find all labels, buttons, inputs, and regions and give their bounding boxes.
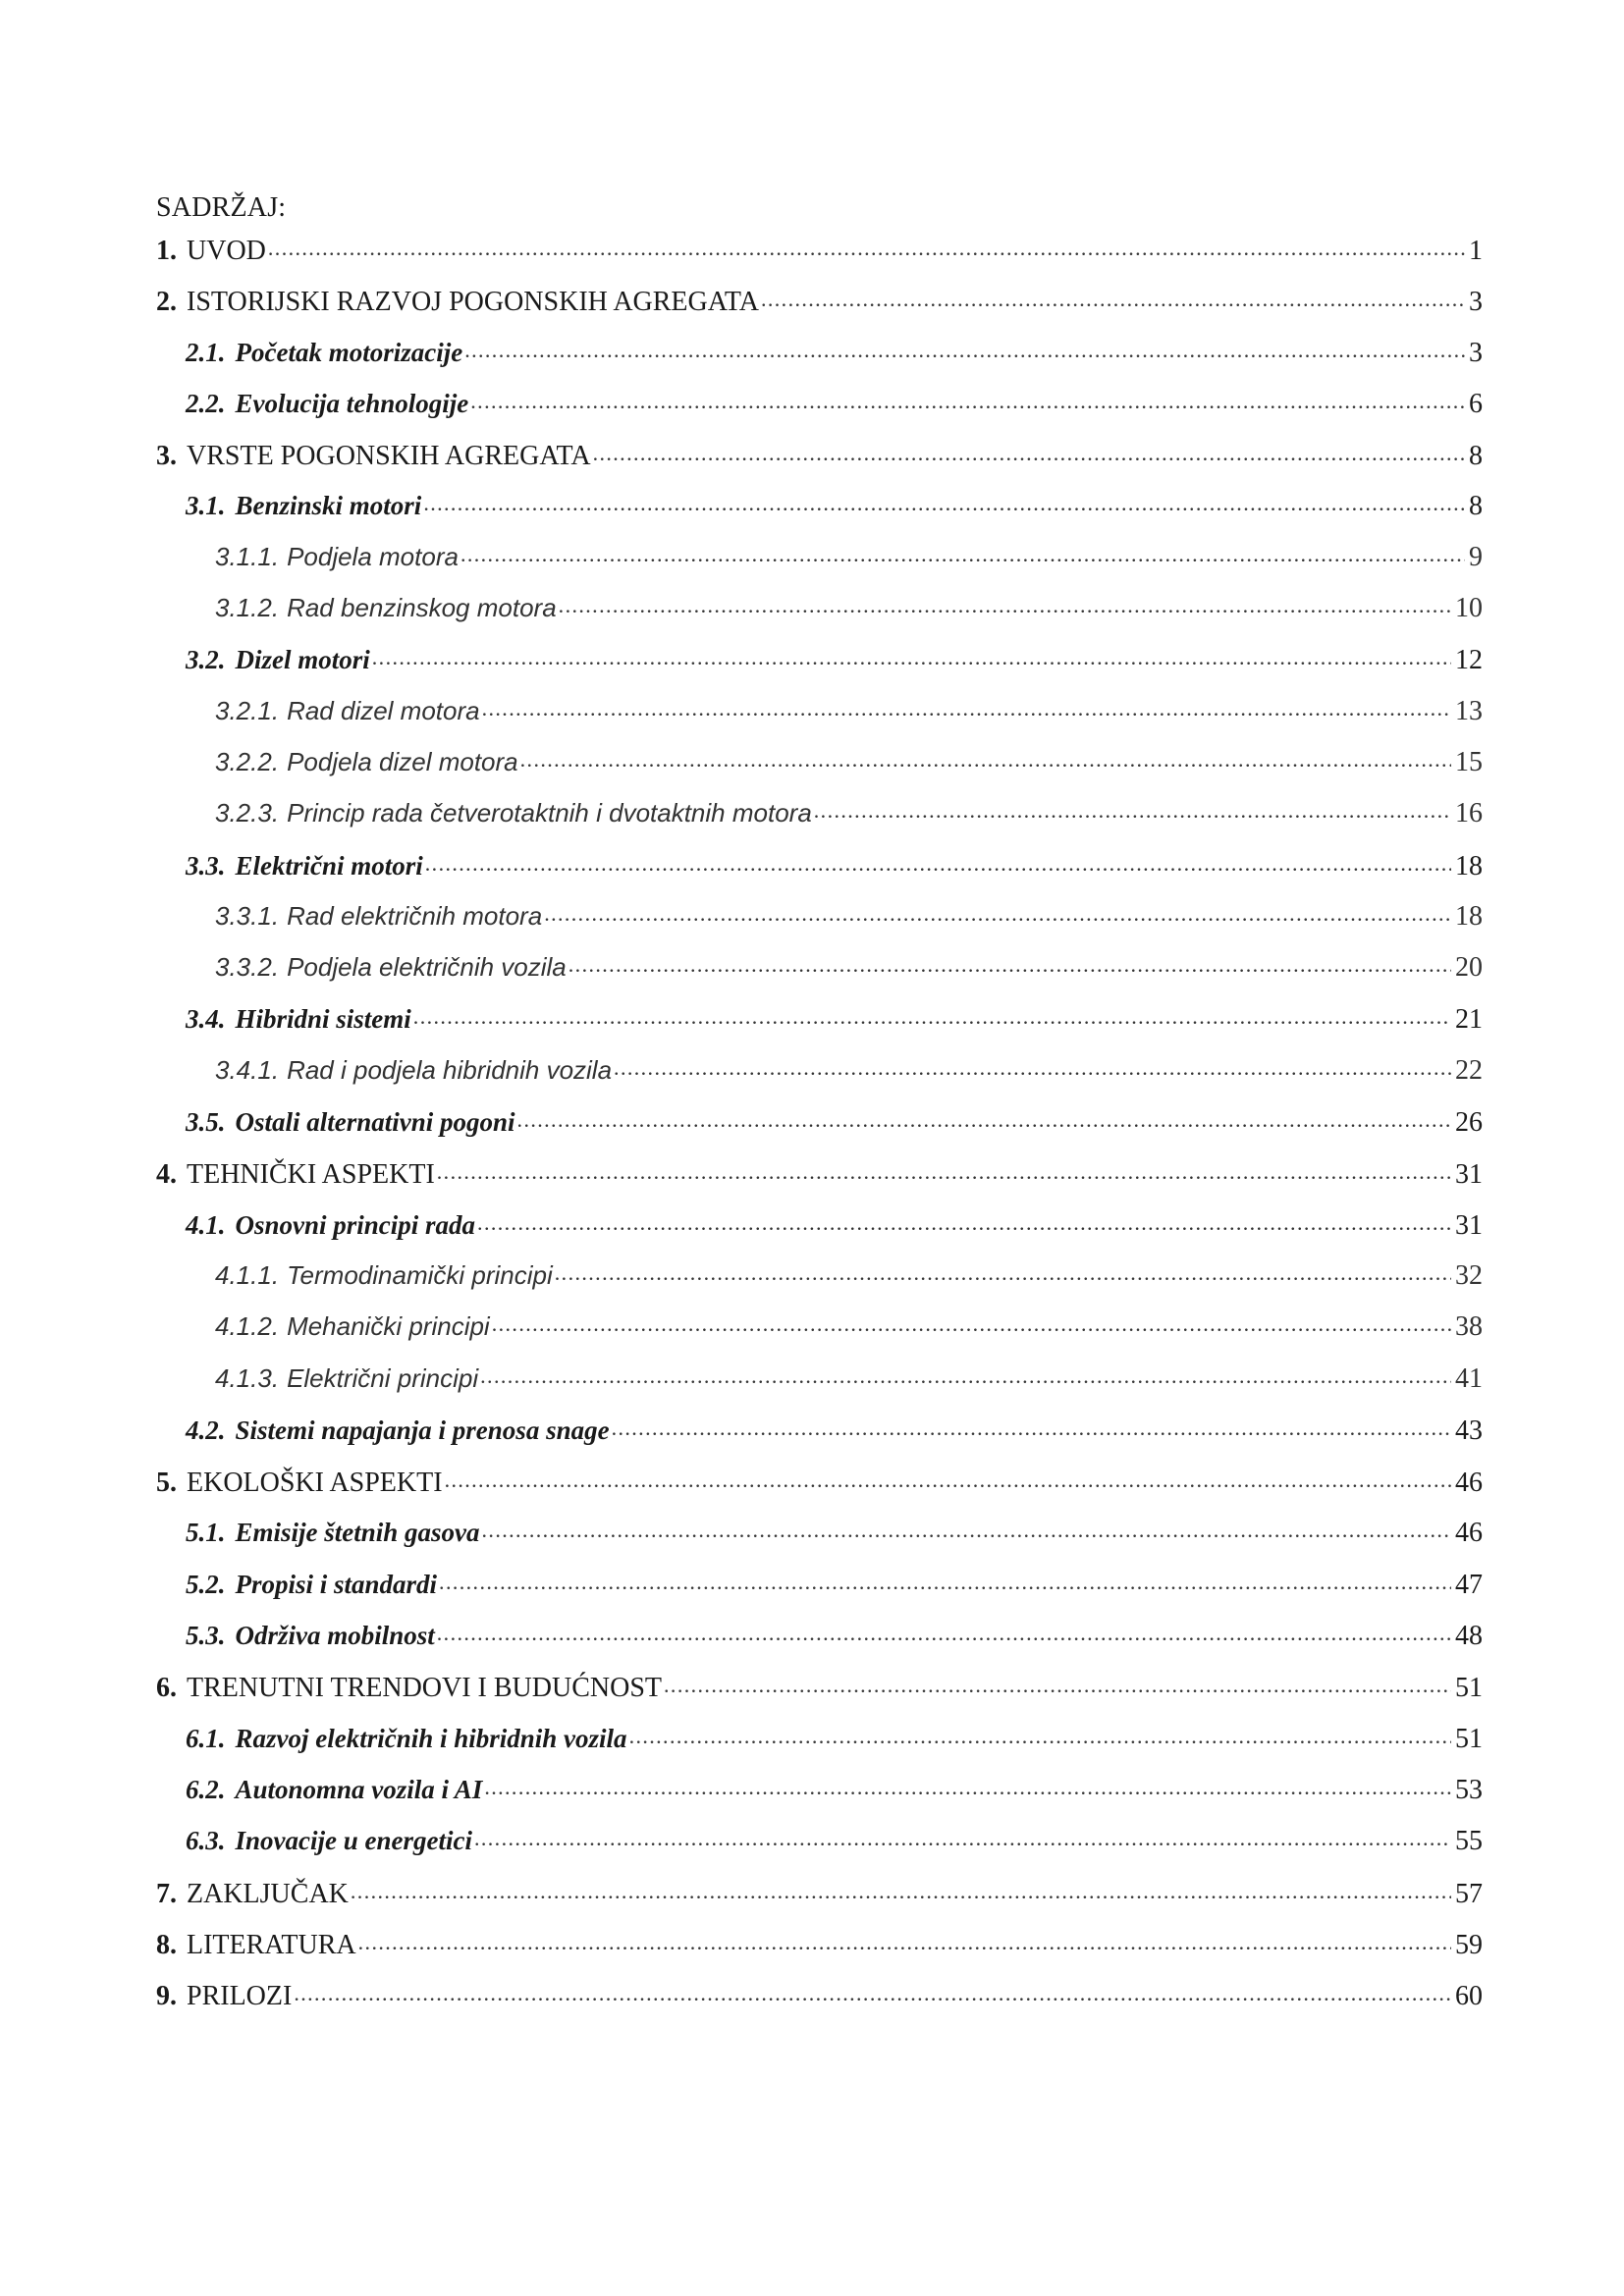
toc-list <box>156 232 1483 2028</box>
toc-entry-level-1[interactable] <box>156 283 1483 334</box>
toc-entry-level-2[interactable] <box>156 488 1483 539</box>
toc-entry-title: Podjela motora <box>287 541 459 571</box>
toc-entry-page-number: 38 <box>1455 1311 1483 1343</box>
toc-entry-number: 4.1. <box>186 1209 226 1240</box>
toc-entry-level-3[interactable] <box>156 745 1483 796</box>
dot-leader <box>544 899 1451 925</box>
toc-entry-page-number: 13 <box>1455 695 1483 726</box>
toc-entry-title: Početak motorizacije <box>235 337 463 367</box>
toc-entry-level-3[interactable] <box>156 591 1483 642</box>
toc-entry-number: 4.1.2. <box>215 1311 280 1342</box>
toc-entry-page-number: 3 <box>1469 337 1483 368</box>
toc-entry-page-number: 22 <box>1455 1054 1483 1086</box>
toc-entry-number: 3.2.3. <box>215 798 280 828</box>
toc-entry-level-3[interactable] <box>156 1258 1483 1309</box>
toc-entry-title: TRENUTNI TRENDOVI I BUDUĆNOST <box>187 1673 663 1704</box>
dot-leader <box>482 694 1451 720</box>
toc-entry-level-2[interactable] <box>156 1515 1483 1566</box>
toc-entry-title: Evolucija tehnologije <box>235 388 469 418</box>
toc-entry-level-1[interactable] <box>156 437 1483 488</box>
toc-entry-page-number: 46 <box>1455 1518 1483 1549</box>
toc-entry-number: 3.2. <box>186 645 226 675</box>
toc-entry-level-2[interactable] <box>156 1618 1483 1669</box>
toc-entry-page-number: 43 <box>1455 1415 1483 1446</box>
dot-leader <box>614 1053 1451 1079</box>
toc-entry-title: PRILOZI <box>187 1981 293 2012</box>
dot-leader <box>814 796 1451 822</box>
toc-entry-page-number: 10 <box>1455 593 1483 624</box>
toc-entry-number: 2. <box>156 287 177 318</box>
toc-entry-level-2[interactable] <box>156 1207 1483 1258</box>
dot-leader <box>294 1977 1451 2004</box>
toc-entry-title: ISTORIJSKI RAZVOJ POGONSKIH AGREGATA <box>187 287 759 318</box>
toc-entry-title: ZAKLJUČAK <box>187 1878 349 1909</box>
toc-entry-number: 6.3. <box>186 1826 226 1856</box>
dot-leader <box>664 1669 1451 1696</box>
toc-entry-number: 3.1. <box>186 491 226 521</box>
toc-entry-page-number: 31 <box>1455 1159 1483 1191</box>
dot-leader <box>474 1823 1451 1849</box>
toc-entry-title: Rad električnih motora <box>287 900 543 931</box>
toc-entry-level-1[interactable] <box>156 1977 1483 2028</box>
dot-leader <box>484 1772 1451 1798</box>
toc-entry-level-2[interactable] <box>156 1721 1483 1772</box>
toc-entry-number: 3.3. <box>186 850 226 881</box>
toc-entry-title: Osnovni principi rada <box>235 1209 476 1240</box>
dot-leader <box>413 1001 1451 1028</box>
toc-entry-number: 6.2. <box>186 1774 226 1804</box>
dot-leader <box>358 1926 1451 1953</box>
toc-entry-number: 1. <box>156 236 177 266</box>
toc-entry-page-number: 8 <box>1469 441 1483 472</box>
dot-leader <box>559 591 1451 616</box>
dot-leader <box>477 1207 1451 1234</box>
toc-entry-number: 3.2.1. <box>215 695 280 725</box>
toc-entry-page-number: 32 <box>1455 1259 1483 1291</box>
dot-leader <box>612 1413 1451 1439</box>
toc-entry-level-2[interactable] <box>156 335 1483 386</box>
toc-entry-level-1[interactable] <box>156 1464 1483 1515</box>
toc-entry-title: Sistemi napajanja i prenosa snage <box>235 1415 610 1445</box>
toc-entry-page-number: 3 <box>1469 287 1483 318</box>
toc-entry-level-3[interactable] <box>156 1309 1483 1361</box>
toc-entry-level-2[interactable] <box>156 1772 1483 1823</box>
toc-entry-page-number: 15 <box>1455 746 1483 777</box>
toc-entry-level-3[interactable] <box>156 899 1483 950</box>
toc-entry-title: Mehanički principi <box>287 1311 490 1342</box>
toc-entry-title: Rad dizel motora <box>287 695 480 725</box>
toc-entry-level-3[interactable] <box>156 950 1483 1001</box>
dot-leader <box>517 1104 1451 1131</box>
toc-entry-title: EKOLOŠKI ASPEKTI <box>187 1468 443 1499</box>
toc-entry-title: Ostali alternativni pogoni <box>235 1107 515 1138</box>
toc-entry-page-number: 12 <box>1455 645 1483 676</box>
toc-entry-page-number: 16 <box>1455 798 1483 829</box>
toc-entry-level-1[interactable] <box>156 1155 1483 1206</box>
toc-entry-title: LITERATURA <box>187 1929 356 1960</box>
toc-entry-page-number: 31 <box>1455 1209 1483 1241</box>
toc-entry-page-number: 55 <box>1455 1826 1483 1857</box>
dot-leader <box>425 848 1451 875</box>
dot-leader <box>482 1515 1451 1541</box>
toc-entry-number: 5.2. <box>186 1569 226 1599</box>
dot-leader <box>593 437 1465 464</box>
toc-entry-number: 3.2.2. <box>215 746 280 776</box>
toc-entry-title: Hibridni sistemi <box>235 1004 411 1035</box>
toc-entry-title: Održiva mobilnost <box>235 1621 435 1651</box>
toc-entry-number: 3.5. <box>186 1107 226 1138</box>
toc-entry-title: Električni motori <box>235 850 423 881</box>
toc-entry-page-number: 20 <box>1455 952 1483 984</box>
toc-entry-page-number: 21 <box>1455 1004 1483 1036</box>
dot-leader <box>464 335 1465 361</box>
toc-entry-page-number: 51 <box>1455 1673 1483 1704</box>
toc-entry-level-3[interactable] <box>156 694 1483 745</box>
toc-entry-level-2[interactable] <box>156 1567 1483 1618</box>
toc-entry-level-2[interactable] <box>156 1104 1483 1155</box>
dot-leader <box>480 1362 1451 1387</box>
toc-entry-title: Propisi i standardi <box>235 1569 438 1599</box>
dot-leader <box>372 642 1451 668</box>
toc-entry-number: 2.1. <box>186 337 226 367</box>
toc-entry-page-number: 26 <box>1455 1107 1483 1139</box>
dot-leader <box>460 540 1465 565</box>
dot-leader <box>470 386 1465 412</box>
dot-leader <box>423 488 1465 514</box>
toc-entry-page-number: 46 <box>1455 1468 1483 1499</box>
toc-entry-title: Termodinamički principi <box>287 1259 553 1290</box>
toc-entry-page-number: 57 <box>1455 1878 1483 1909</box>
toc-entry-number: 4.2. <box>186 1415 226 1445</box>
toc-entry-page-number: 18 <box>1455 850 1483 881</box>
toc-entry-page-number: 48 <box>1455 1621 1483 1652</box>
toc-entry-title: Električni principi <box>287 1362 479 1393</box>
toc-entry-title: TEHNIČKI ASPEKTI <box>187 1159 435 1191</box>
toc-entry-page-number: 8 <box>1469 491 1483 522</box>
toc-entry-title: Princip rada četverotaktnih i dvotaktnih motora <box>287 798 812 828</box>
toc-entry-number: 5.3. <box>186 1621 226 1651</box>
dot-leader <box>555 1258 1451 1284</box>
toc-entry-number: 4. <box>156 1159 177 1191</box>
dot-leader <box>492 1309 1451 1335</box>
dot-leader <box>439 1567 1451 1593</box>
toc-entry-page-number: 51 <box>1455 1723 1483 1754</box>
toc-entry-number: 3.1.2. <box>215 593 280 623</box>
dot-leader <box>520 745 1451 771</box>
toc-entry-page-number: 6 <box>1469 388 1483 419</box>
toc-entry-title: Podjela dizel motora <box>287 746 518 776</box>
toc-entry-number: 3.1.1. <box>215 541 280 571</box>
toc-entry-title: VRSTE POGONSKIH AGREGATA <box>187 441 591 472</box>
toc-entry-number: 3.3.2. <box>215 952 280 983</box>
toc-entry-title: Autonomna vozila i AI <box>235 1774 483 1804</box>
toc-entry-level-1[interactable] <box>156 1669 1483 1720</box>
toc-entry-level-3[interactable] <box>156 1053 1483 1104</box>
toc-entry-number: 7. <box>156 1878 177 1909</box>
dot-leader <box>629 1721 1451 1747</box>
toc-entry-level-2[interactable] <box>156 1413 1483 1464</box>
toc-entry-number: 6. <box>156 1673 177 1704</box>
toc-entry-level-3[interactable] <box>156 540 1483 591</box>
toc-heading: SADRŽAJ: <box>156 192 287 223</box>
toc-entry-page-number: 47 <box>1455 1569 1483 1600</box>
toc-entry-title: Inovacije u energetici <box>235 1826 472 1856</box>
toc-entry-number: 9. <box>156 1981 177 2012</box>
dot-leader <box>268 232 1465 259</box>
toc-entry-level-3[interactable] <box>156 796 1483 847</box>
toc-entry-number: 2.2. <box>186 388 226 418</box>
toc-entry-page-number: 41 <box>1455 1362 1483 1394</box>
toc-entry-level-2[interactable] <box>156 1823 1483 1874</box>
toc-entry-number: 4.1.3. <box>215 1362 280 1393</box>
toc-entry-page-number: 1 <box>1469 236 1483 266</box>
toc-entry-number: 3. <box>156 441 177 472</box>
toc-entry-page-number: 9 <box>1469 541 1483 572</box>
toc-entry-number: 5.1. <box>186 1518 226 1548</box>
dot-leader <box>437 1618 1451 1644</box>
dot-leader <box>437 1155 1451 1183</box>
toc-entry-page-number: 53 <box>1455 1774 1483 1805</box>
toc-entry-number: 3.4.1. <box>215 1054 280 1085</box>
toc-entry-title: Razvoj električnih i hibridnih vozila <box>235 1723 627 1753</box>
table-of-contents <box>156 192 1483 2028</box>
dot-leader <box>761 283 1465 310</box>
dot-leader <box>351 1875 1451 1902</box>
toc-entry-title: Podjela električnih vozila <box>287 952 567 983</box>
toc-entry-level-1[interactable] <box>156 232 1483 283</box>
toc-entry-title: Benzinski motori <box>235 491 422 521</box>
toc-entry-number: 8. <box>156 1929 177 1960</box>
toc-entry-number: 3.4. <box>186 1004 226 1035</box>
toc-entry-page-number: 59 <box>1455 1929 1483 1960</box>
dot-leader <box>445 1464 1451 1491</box>
toc-entry-title: UVOD <box>187 236 266 266</box>
toc-entry-title: Dizel motori <box>235 645 370 675</box>
toc-entry-page-number: 60 <box>1455 1981 1483 2012</box>
toc-entry-level-2[interactable] <box>156 642 1483 693</box>
toc-entry-level-3[interactable] <box>156 1362 1483 1413</box>
toc-entry-number: 6.1. <box>186 1723 226 1753</box>
toc-entry-title: Emisije štetnih gasova <box>235 1518 480 1548</box>
toc-entry-title: Rad i podjela hibridnih vozila <box>287 1054 613 1085</box>
toc-entry-level-2[interactable] <box>156 848 1483 899</box>
toc-entry-level-1[interactable] <box>156 1926 1483 1977</box>
toc-entry-level-1[interactable] <box>156 1875 1483 1926</box>
toc-entry-number: 3.3.1. <box>215 900 280 931</box>
toc-entry-level-2[interactable] <box>156 1001 1483 1052</box>
toc-entry-number: 4.1.1. <box>215 1259 280 1290</box>
toc-entry-title: Rad benzinskog motora <box>287 593 557 623</box>
toc-entry-page-number: 18 <box>1455 900 1483 932</box>
dot-leader <box>568 950 1451 976</box>
toc-entry-number: 5. <box>156 1468 177 1499</box>
toc-entry-level-2[interactable] <box>156 386 1483 437</box>
